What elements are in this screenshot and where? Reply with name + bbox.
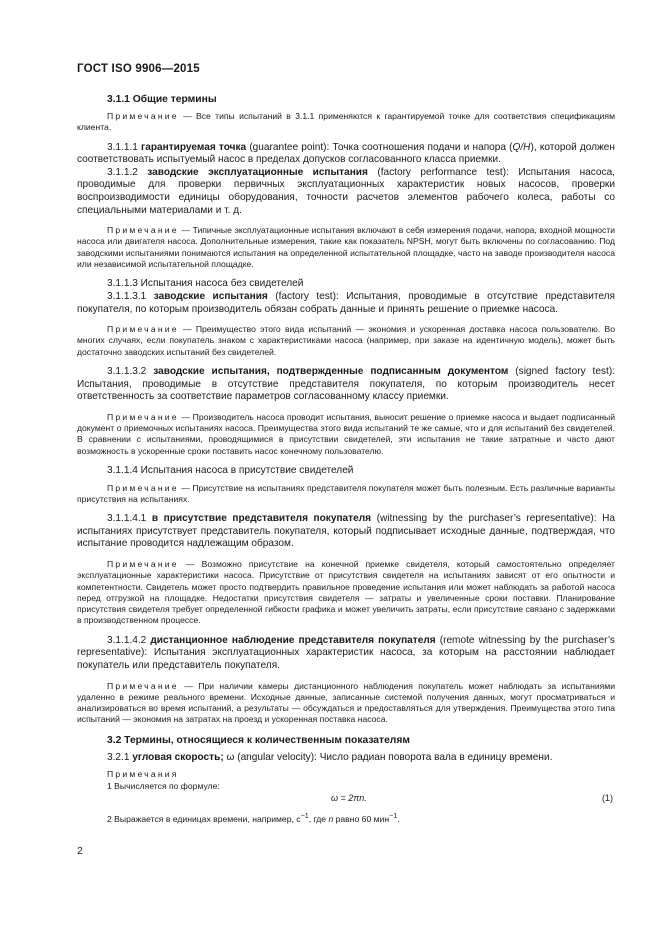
note-label: Примечание (107, 225, 179, 236)
term-symbol: ω (226, 751, 235, 763)
term-english: (remote witnessing by the purchaser’s representative): (77, 634, 615, 659)
notes-label-plural: Примечания (107, 769, 179, 780)
note-text: — Преимущество этого вида испытаний — экономия и ускоренная доставка насоса пользователю. Во многих случаях, если покупатель знаком с характеристиками насоса (например, при заказе на идентичную модель), может быть достаточно заводских испытаний без свидетелей. (77, 324, 616, 357)
superscript: −1 (389, 811, 398, 820)
note-label: Примечание (107, 558, 179, 569)
term-name: угловая скорость; (132, 751, 224, 763)
note-label: Примечание (107, 111, 179, 121)
note-3-1-1-3-2 (77, 412, 615, 457)
term-name: гарантируемая точка (141, 141, 247, 153)
term-3-1-1-1 (77, 142, 615, 167)
term-3-1-1-2 (77, 167, 615, 217)
document-body (77, 93, 615, 825)
note-text: — Присутствие на испытаниях представителя покупателя может быть полезным. Есть различные варианты присутствия на испытаниях. (77, 482, 615, 504)
term-english: (signed factory test): (515, 366, 615, 378)
term-definition: Испытания, проводимые в отсутствие представителя покупателя, по которым производитель обязан собрать данные и принять решение о приемке насоса. (77, 290, 616, 315)
superscript: −1 (300, 811, 309, 820)
note-text: — Все типы испытаний в 3.1.1 применяются к гарантируемой точке для соответствия спецификациям клиента. (77, 111, 615, 133)
term-english: (factory test): (275, 290, 339, 302)
term-3-1-1-4-2 (77, 635, 615, 673)
section-heading-3-1-1: 3.1.1 Общие термины (107, 94, 217, 105)
note-text: равно 60 мин (333, 813, 390, 824)
note-label: Примечание (107, 411, 179, 422)
term-number: 3.1.1.1 (107, 141, 138, 153)
term-3-1-1-3-1 (77, 291, 615, 316)
term-definition: Число радиан поворота вала в единицу времени. (319, 751, 553, 763)
note-text: , где (308, 813, 329, 824)
note-3-1-1-3-1 (77, 324, 615, 358)
term-name: заводские испытания (153, 290, 268, 302)
note-3-1-1 (77, 111, 615, 134)
note-label: Примечание (107, 680, 179, 691)
section-heading-3-1-1-3: 3.1.1.3 Испытания насоса без свидетелей (107, 278, 304, 290)
note-3-1-1-4 (77, 483, 615, 506)
term-number: 3.1.1.3.2 (107, 366, 147, 378)
note-text: — Производитель насоса проводит испытания, выносит решение о приемке насоса и выдает подписанный документ о приемочных испытаниях насоса. Преимущества этого вида испытаний те же самые, что и для испытаний без свидетелей. В сравнении с испытаниями, проводящимися в присутствии свидетелей, эти испытания не такие затратные и часто дают возможность в ускоренные сроки поставить насос конечному пользователю. (77, 411, 615, 456)
note-text: . (397, 813, 400, 824)
note-text: — Возможно присутствие на конечной приемке свидетеля, который самостоятельно определяет эксплуатационные характеристики насоса. Присутствие от присутствия свидетеля на испытаниях зависят от его опытности и компетентности. Свидетель может просто подтвердить правильное проведение испытания или может наблюдать за работой насоса перед отгрузкой на площадке. Недостатки присутствия свидетеля — затраты и увеличенные сроки поставки. Планирование присутствия свидетеля требует определенной гибкости графика и может увеличить затраты, если присутствие связано с задержками в производственном процессе. (77, 558, 615, 626)
term-definition-cont: ), которой должен соответствовать испытуемый насос в пределах допусков согласованного класса приемки. (77, 141, 615, 166)
note-1-formula-intro: 1 Вычисляется по формуле: (107, 780, 220, 791)
formula-symbol: n (328, 813, 334, 824)
term-name: дистанционное наблюдение представителя покупателя (150, 634, 436, 646)
formula-number: (1) (602, 792, 613, 803)
note-2-units (77, 811, 615, 825)
section-heading-3-2: 3.2 Термины, относящиеся к количественным показателям (107, 734, 410, 746)
term-name: заводские эксплуатационные испытания (147, 166, 368, 178)
term-number: 3.1.1.3.1 (107, 290, 147, 302)
term-number: 3.2.1 (107, 751, 130, 763)
note-3-1-1-4-1 (77, 559, 615, 627)
term-number: 3.1.1.2 (107, 166, 138, 178)
note-label: Примечание (107, 482, 179, 493)
term-english: (factory performance test): (377, 166, 509, 178)
term-number: 3.1.1.4.1 (107, 513, 147, 525)
formula-symbol: Q/H (512, 141, 531, 153)
section-heading-3-1-1-4: 3.1.1.4 Испытания насоса в присутствие свидетелей (107, 464, 354, 476)
formula-expression: ω = 2πn. (331, 792, 367, 803)
term-definition: Точка соотношения подачи и напора ( (332, 141, 513, 153)
term-name: в присутствие представителя покупателя (151, 513, 372, 525)
term-english: (witnessing by the purchaser’s representative): (376, 513, 597, 525)
note-text: 2 Выражается в единицах времени, например, с (107, 813, 301, 824)
term-3-2-1 (77, 752, 615, 765)
term-3-1-1-4-1 (77, 513, 615, 551)
term-name: заводские испытания, подтвержденные подписанным документом (153, 366, 509, 378)
note-label: Примечание (107, 324, 179, 335)
note-3-1-1-2 (77, 225, 615, 270)
term-english: (guarantee point): (249, 141, 330, 153)
note-text: — Типичные эксплуатационные испытания включают в себя измерения подачи, напора, входной мощности насоса или двигателя насоса. Дополнительные измерения, такие как показатель NPSH, могут быть включены по согласованию. Под заводскими испытаниями понимаются испытания на определенной испытательной площадке, часто на заводе производителя насоса или независимой испытательной площадке. (77, 225, 616, 270)
term-definition: Испытания эксплуатационных характеристик насоса, за которым на расстоянии наблюдает покупатель или представитель покупателя. (77, 647, 615, 671)
page-number: 2 (77, 845, 83, 857)
term-3-1-1-3-2 (77, 366, 615, 404)
term-number: 3.1.1.4.2 (107, 634, 147, 646)
term-definition: Испытания, проводимые в отсутствие представителя покупателя, по которым производитель несет ответственность за соответствие параметров согласованному классу приемки. (77, 378, 615, 403)
document-header: ГОСТ ISO 9906—2015 (77, 63, 200, 75)
term-definition: На испытаниях присутствует представитель покупателя, который подписывает исходные данные, подтверждая, что испытание проводится надлежащим образом. (77, 513, 615, 550)
note-3-1-1-4-2 (77, 681, 615, 726)
term-english: (angular velocity): (237, 751, 317, 763)
formula-1 (77, 792, 615, 806)
term-definition: Испытания насоса, проводимые для проверки первичных эксплуатационных характеристик новых насосов, проверки воспроизводимости единицы оборудования, точности расчетов элементов рабочего колеса, работы со специальными материалами и т. д. (77, 166, 615, 216)
note-text: — При наличии камеры дистанционного наблюдения покупатель может наблюдать за испытаниями удаленно в режиме реального времени. Исходные данные, записанные системой получения данных, могут просматриваться и анализироваться во время испытаний, а результаты — обсуждаться и предоставляться для утверждения. Преимущества этого типа испытаний — экономия на затратах на проезд и ускоренная поставка насоса. (77, 680, 615, 725)
